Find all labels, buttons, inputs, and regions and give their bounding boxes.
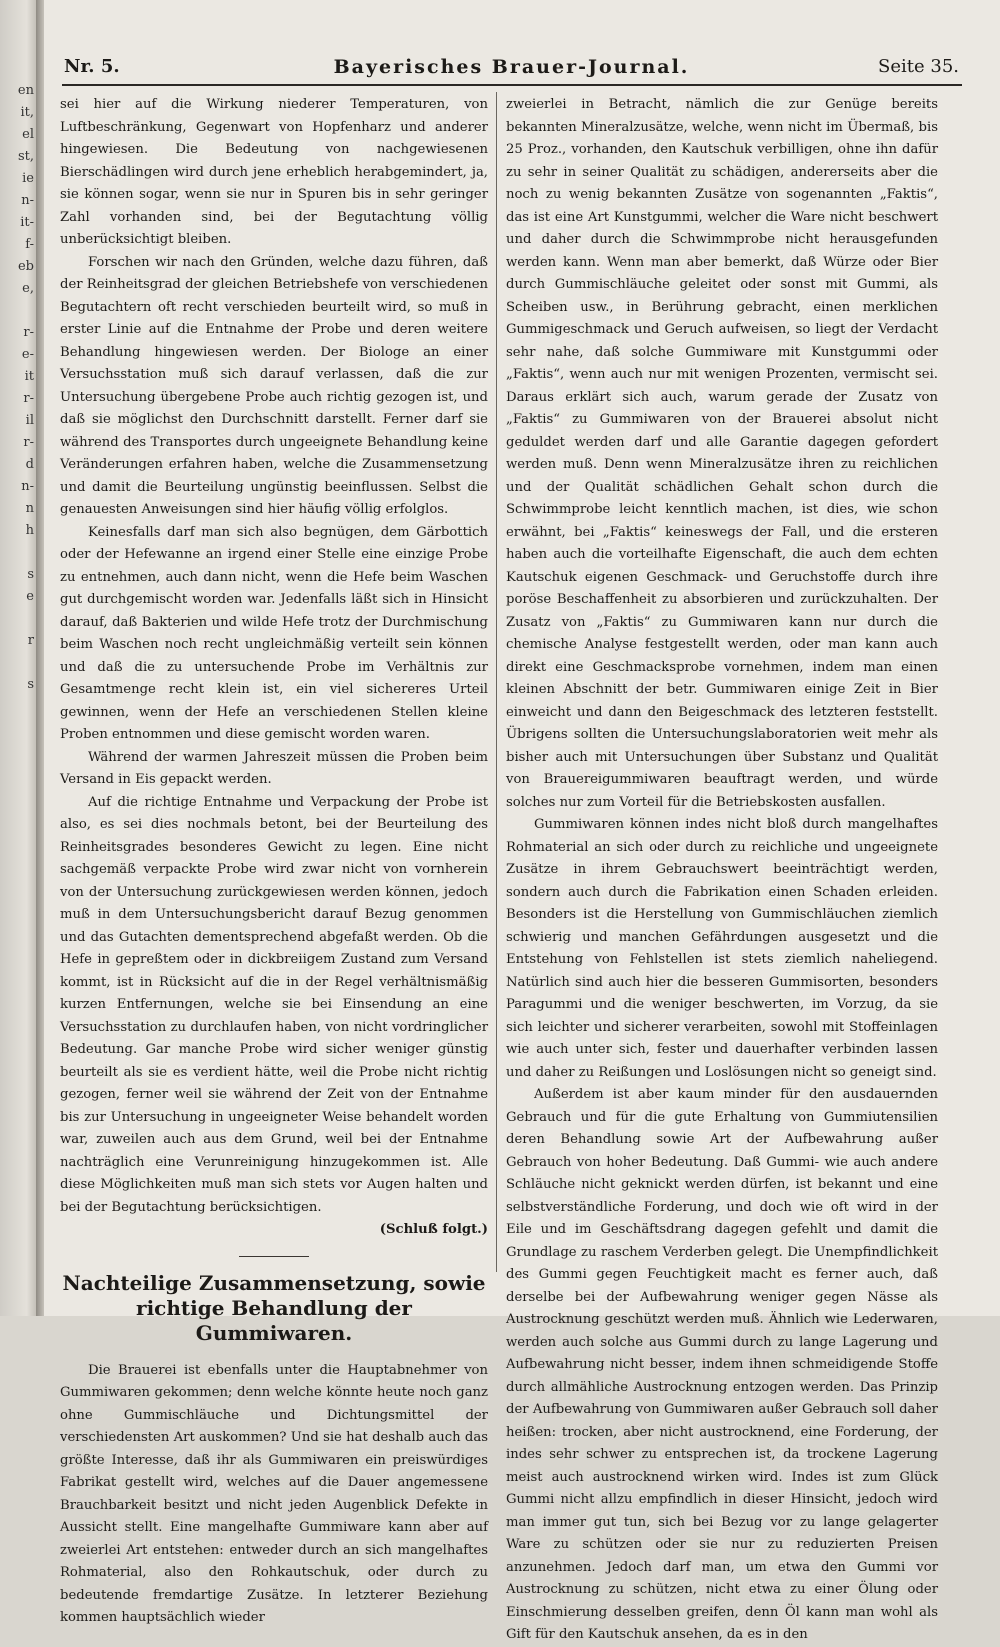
adjacent-page-fragment: n- — [21, 193, 34, 208]
book-gutter — [36, 0, 44, 1316]
page-number: Seite 35. — [878, 56, 959, 77]
newspaper-page — [44, 0, 1000, 1642]
adjacent-page-fragment: r- — [23, 391, 34, 406]
paragraph: Gummiwaren können indes nicht bloß durch mangelhaftes Rohmaterial an sich oder durch zu reichliche und ungeeignete Zusätze in ihrem Gebrauchswert beeinträchtigt werden, sondern auch durch die Fabrikation einen Schaden erleiden. Besonders ist die Herstellung von Gummischläuchen ziemlich schwierig und manchen Gefährdungen ausgesetzt und die Entstehung von Fehlstellen ist stets ziemlich naheliegend. Natürlich sind auch hier die besseren Gummisorten, besonders Paragummi und die weniger beschwerten, im Vorzug, da sie sich leichter und sicherer verarbeiten, sowohl mit Stoffeinlagen wie auch unter sich, fester und dauerhafter verbinden lassen und daher zu Reißungen und Loslösungen nicht so geneigt sind. — [506, 817, 938, 1080]
adjacent-page-fragment: r- — [23, 325, 34, 340]
adjacent-page-fragment — [0, 696, 34, 718]
adjacent-page-fragment — [0, 542, 34, 564]
issue-number: Nr. 5. — [64, 56, 120, 77]
paragraph: Forschen wir nach den Gründen, welche dazu führen, daß der Reinheitsgrad der gleichen Betriebshefe von verschiedenen Begutachtern oft recht verschieden beurteilt wird, so muß in erster Linie auf die Entnahme der Probe und deren weitere Behandlung hingewiesen werden. Der Biologe an einer Versuchsstation muß sich darauf verlassen, daß die zur Untersuchung übergebene Probe auch richtig gezogen ist, und daß sie möglichst den Durchschnitt darstellt. Ferner darf sie während des Transportes durch ungeeignete Behandlung keine Veränderungen erfahren haben, welche die Zusammensetzung und damit die Beurteilung ungünstig beeinflussen. Selbst die genauesten Anweisungen sind hier häufig völlig erfolglos. — [60, 254, 488, 517]
adjacent-page-fragment: ie — [22, 171, 34, 186]
article-separator — [239, 1256, 309, 1257]
adjacent-page-fragment: it- — [20, 215, 34, 230]
paragraph: Während der warmen Jahreszeit müssen die Proben beim Versand in Eis gepackt werden. — [60, 749, 488, 787]
adjacent-page-fragment — [0, 718, 34, 740]
left-column — [60, 94, 488, 1630]
adjacent-page-fragment: e, — [22, 281, 34, 296]
adjacent-page-fragment: it, — [20, 105, 34, 120]
adjacent-page-fragment: s — [27, 677, 34, 692]
paragraph: Keinesfalls darf man sich also begnügen, dem Gärbottich oder der Hefewanne an irgend einer Stelle eine einzige Probe zu entnehmen, auch dann nicht, wenn die Hefe beim Waschen gut durchgemischt worden war. Jedenfalls läßt sich in Hinsicht darauf, daß Bakterien und wilde Hefe trotz der Durchmischung beim Waschen noch recht ungleichmäßig verteilt sein können und daß die zu untersuchende Probe im Verhältnis zur Gesamtmenge recht klein ist, ein viel sichereres Urteil gewinnen, wenn der Hefe an verschiedenen Stellen kleine Proben entnommen und diese gemischt worden waren. — [60, 524, 488, 742]
adjacent-page-fragment: s — [27, 567, 34, 582]
adjacent-page-fragment — [0, 806, 34, 828]
adjacent-page-fragment: n — [25, 501, 34, 516]
adjacent-page-fragments — [0, 80, 34, 850]
paragraph: zweierlei in Betracht, nämlich die zur Genüge bereits bekannten Mineralzusätze, welche, wenn nicht im Übermaß, bis 25 Proz., vorhanden, den Kautschuk verbilligen, ohne ihn dafür zu sehr in seiner Qualität zu schädigen, andererseits aber die noch zu wenig bekannten Zusätze von sogenannten „Faktis“, das ist eine Art Kunstgummi, welcher die Ware nicht beschwert und daher durch die Schwimmprobe nicht herausgefunden werden kann. Wenn man aber bemerkt, daß Würze oder Bier durch Gummischläuche geleitet oder sonst mit Gummi, als Scheiben usw., in Berührung gebracht, einen merklichen Gummigeschmack und Geruch aufweisen, so liegt der Verdacht sehr nahe, daß solche Gummiware mit Kunstgummi oder „Faktis“, wenn auch nur mit wenigen Prozenten, vermischt sei. Daraus erklärt sich auch, warum gerade der Zusatz von „Faktis“ zu Gummiwaren von der Brauerei absolut nicht geduldet werden darf und alle Garantie dagegen gefordert werden muß. Denn wenn Mineralzusätze ihren zu reichlichen und der Qualität schädlichen Gehalt schon durch die Schwimmprobe leicht kenntlich machen, ist dies, wie schon erwähnt, bei „Faktis“ keineswegs der Fall, und die ersteren haben auch die vorteilhafte Eigenschaft, die auch dem echten Kautschuk eigenen Geschmack- und Geruchstoffe durch ihre poröse Beschaffenheit zu absorbieren und zurückzuhalten. Der Zusatz von „Faktis“ zu Gummiwaren kann nur durch die chemische Analyse festgestellt werden, oder man kann auch direkt eine Geschmacksprobe vornehmen, indem man einen kleinen Abschnitt der betr. Gummiwaren einige Zeit in Bier einweicht und dann den Beigeschmack des letzteren feststellt. Übrigens sollten die Untersuchungslaboratorien weit mehr als bisher auch mit Untersuchungen über Substanz und Qualität von Brauereigummiwaren beauftragt werden, und würde solches nur zum Vorteil für die Betriebskosten ausfallen. — [506, 97, 938, 810]
column-divider — [496, 92, 497, 1272]
adjacent-page-fragment — [0, 608, 34, 630]
paragraph: Die Brauerei ist ebenfalls unter die Hauptabnehmer von Gummiwaren gekommen; denn welche könnte heute noch ganz ohne Gummischläuche und Dichtungsmittel der verschiedensten Art auskommen? Und sie hat deshalb auch das größte Interesse, daß ihr als Gummiwaren ein preiswürdiges Fabrikat gestellt wird, welches auf die Dauer angemessene Brauchbarkeit besitzt und nicht jeden Augenblick Defekte in Aussicht stellt. Eine mangelhafte Gummiware kann aber auf zweierlei Art entstehen: entweder durch an sich mangelhaftes Rohmaterial, also den Rohkautschuk, oder durch zu bedeutende fremdartige Zusätze. In letzterer Beziehung kommen hauptsächlich wieder — [60, 1362, 488, 1625]
adjacent-page-fragment: e — [26, 589, 34, 604]
adjacent-page-fragment: h — [25, 523, 34, 538]
continuation-note: (Schluß folgt.) — [379, 1222, 488, 1237]
adjacent-page-fragment: r- — [23, 435, 34, 450]
adjacent-page-fragment: r — [27, 633, 34, 648]
article-title: Nachteilige Zusammensetzung, sowie richtige Behandlung der Gummiwaren. — [62, 1270, 486, 1345]
adjacent-page-fragment: st, — [17, 149, 34, 164]
adjacent-page-fragment: it — [24, 369, 34, 384]
header-rule — [62, 84, 962, 86]
adjacent-page-fragment — [0, 652, 34, 674]
adjacent-page-fragment: il — [25, 413, 34, 428]
adjacent-page-fragment: e- — [21, 347, 34, 362]
adjacent-page-fragment: en — [17, 83, 34, 98]
paragraph: Außerdem ist aber kaum minder für den ausdauernden Gebrauch und für die gute Erhaltung von Gummiutensilien deren Behandlung sowie Art der Aufbewahrung außer Gebrauch von hoher Bedeutung. Daß Gummi- wie auch andere Schläuche nicht geknickt werden dürfen, ist bekannt und eine selbstverständliche Forderung, und doch wie oft wird in der Eile und im Geschäftsdrang dagegen gefehlt und damit die Grundlage zu raschem Verderben gelegt. Die Unempfindlichkeit des Gummi gegen Feuchtigkeit macht es ferner auch, daß derselbe bei der Aufbewahrung weniger gegen Nässe als Austrocknung geschützt werden muß. Ähnlich wie Lederwaren, werden auch solche aus Gummi durch zu lange Lagerung und Aufbewahrung nicht besser, indem ihnen schmeidigende Stoffe durch allmähliche Austrocknung entzogen werden. Das Prinzip der Aufbewahrung von Gummiwaren außer Gebrauch soll daher heißen: trocken, aber nicht austrocknend, eine Forderung, der indes sehr schwer zu entsprechen ist, da trockene Lagerung meist auch austrocknend wirken wird. Indes ist zum Glück Gummi nicht allzu empfindlich in dieser Hinsicht, jedoch wird man immer gut tun, sich bei Bezug vor zu lange gelagerter Ware zu schützen oder sie nur zu reduzierten Preisen anzunehmen. Jedoch darf man, um etwa den Gummi vor Austrocknung zu schützen, nicht etwa zu einer Ölung oder Einschmierung desselben greifen, denn Öl kann man wohl als Gift für den Kautschuk ansehen, da es in den — [506, 1087, 938, 1642]
adjacent-page-fragment — [0, 300, 34, 322]
adjacent-page-edge — [0, 0, 38, 1316]
adjacent-page-fragment — [0, 740, 34, 762]
right-column — [506, 94, 938, 1647]
journal-title: Bayerisches Brauer-Journal. — [333, 56, 690, 78]
adjacent-page-fragment: el — [22, 127, 34, 142]
adjacent-page-fragment — [0, 828, 34, 850]
adjacent-page-fragment — [0, 762, 34, 784]
adjacent-page-fragment: f- — [25, 237, 34, 252]
adjacent-page-fragment: n- — [21, 479, 34, 494]
paragraph: sei hier auf die Wirkung niederer Temperaturen, von Luftbeschränkung, Gegenwart von Hopfenharz und anderer hingewiesen. Die Bedeutung von nachgewiesenen Bierschädlingen wird durch jene erheblich herabgemindert, ja, sie können sogar, wenn sie nur in Spuren bis in sehr geringer Zahl vorhanden sind, bei der Begutachtung völlig unberücksichtigt bleiben. — [60, 97, 488, 247]
page-header — [64, 56, 959, 82]
adjacent-page-fragment: eb — [17, 259, 34, 274]
adjacent-page-fragment: d — [25, 457, 34, 472]
adjacent-page-fragment — [0, 784, 34, 806]
paragraph: Auf die richtige Entnahme und Verpackung der Probe ist also, es sei dies nochmals betont, bei der Beurteilung des Reinheitsgrades besonderes Gewicht zu legen. Eine nicht sachgemäß verpackte Probe wird zwar nicht von vornherein von der Untersuchung zurückgewiesen werden können, jedoch muß in dem Untersuchungsbericht darauf Bezug genommen und das Gutachten dementsprechend abgefaßt werden. Ob die Hefe in gepreßtem oder in dickbreiigem Zustand zum Versand kommt, ist in Rücksicht auf die in der Regel verhältnismäßig kurzen Entfernungen, welche sie bei Einsendung an eine Versuchsstation zu durchlaufen haben, von nicht vordringlicher Bedeutung. Gar manche Probe wird sicher weniger günstig beurteilt als sie es verdient hätte, weil die Probe nicht richtig gezogen, ferner weil sie während der Zeit von der Entnahme bis zur Untersuchung in ungeeigneter Weise behandelt worden war, zuweilen auch aus dem Grund, weil bei der Entnahme nachträglich eine Verunreinigung hinzugekommen ist. Alle diese Möglichkeiten muß man sich stets vor Augen halten und bei der Begutachtung berücksichtigen. — [60, 794, 488, 1215]
